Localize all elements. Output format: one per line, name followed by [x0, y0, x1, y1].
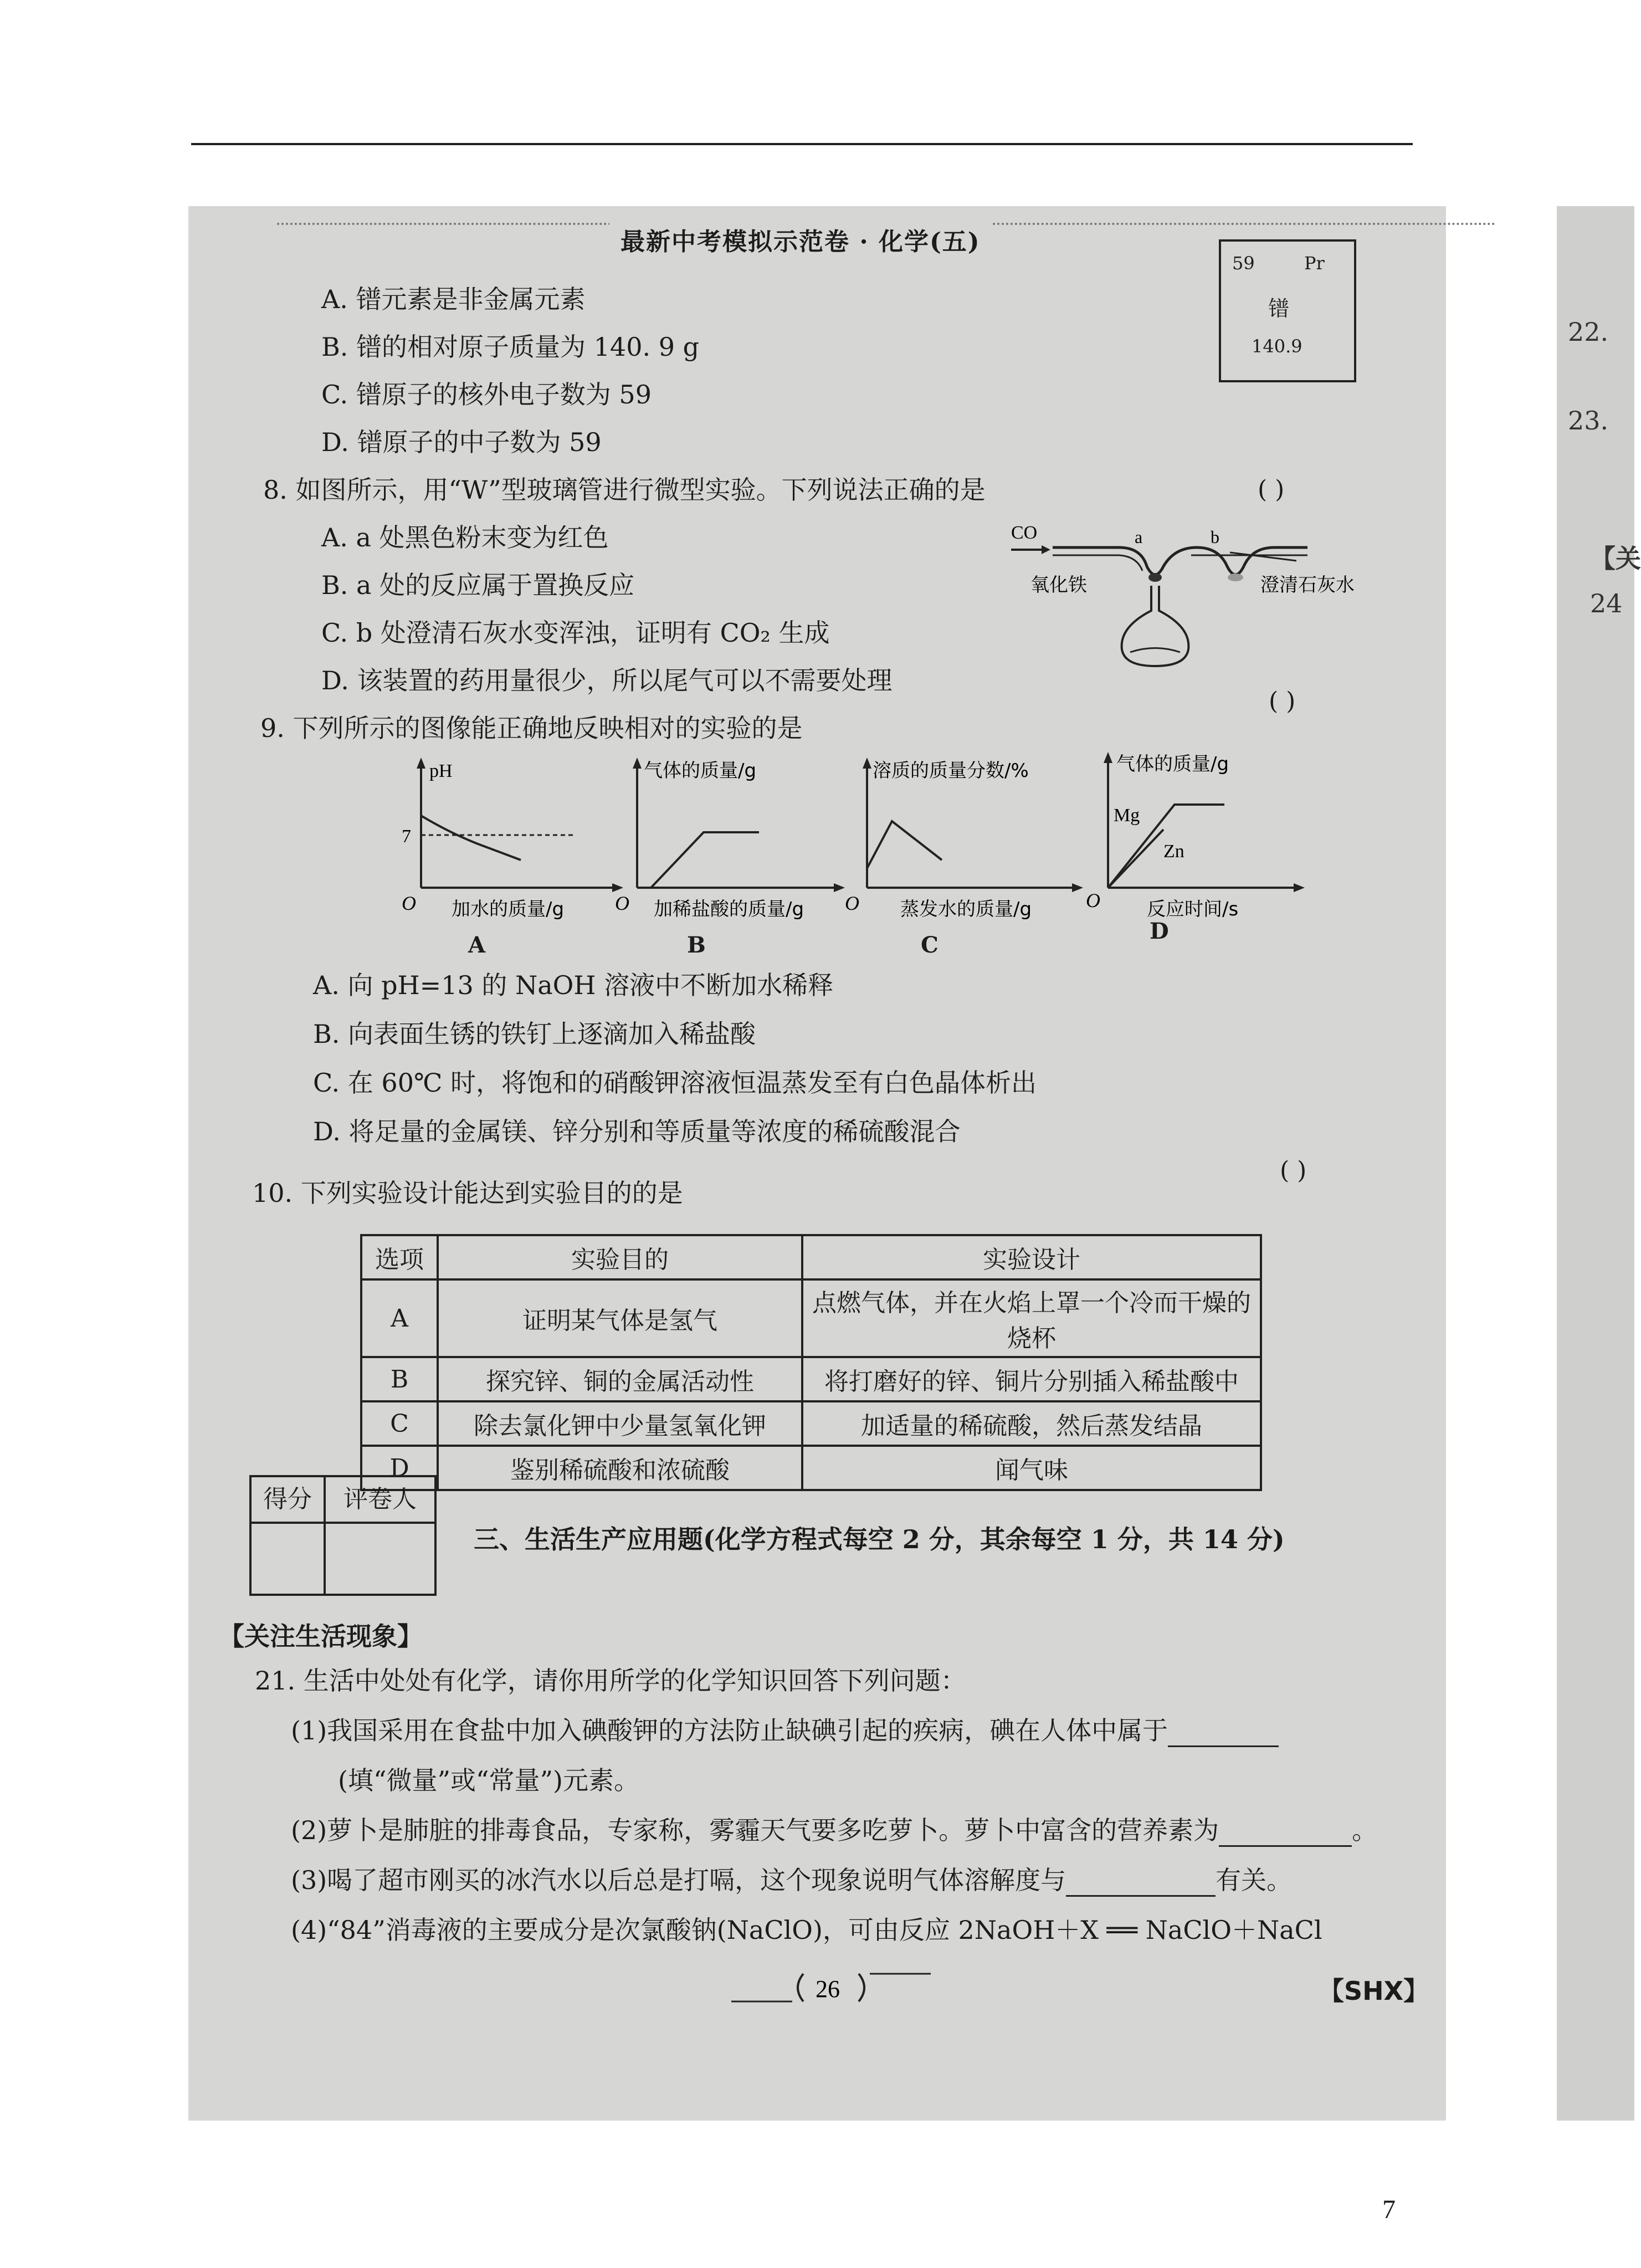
q21-part1-line1: [291, 1716, 1279, 1747]
q9-option-c: C. 在 60℃ 时，将饱和的硝酸钾溶液恒温蒸发至有白色晶体析出: [313, 1068, 1037, 1098]
score-box-divider: [324, 1524, 326, 1594]
footer-code: 【SHX】: [1319, 1976, 1429, 2006]
w-tube-diagram: [1008, 494, 1374, 672]
exam-page-number: 26: [816, 1975, 840, 2003]
table-cell: B: [361, 1357, 438, 1401]
q9-option-d: D. 将足量的金属镁、锌分别和等质量等浓度的稀硫酸混合: [313, 1117, 961, 1146]
focus-life-title: 【关注生活现象】: [219, 1621, 423, 1651]
q10-stem: 10. 下列实验设计能达到实验目的的是: [252, 1178, 683, 1208]
q21-part2: [291, 1816, 1377, 1847]
table-cell: 闻气味: [802, 1446, 1261, 1490]
q8-option-b: B. a 处的反应属于置换反应: [321, 570, 635, 600]
score-label: 得分: [252, 1477, 326, 1524]
q21-part3-end: 有关。: [1216, 1865, 1293, 1895]
table-cell: 鉴别稀硫酸和浓硫酸: [438, 1446, 802, 1490]
q21-part1-blank[interactable]: [1168, 1716, 1279, 1747]
atomic-mass: 140.9: [1252, 336, 1302, 357]
chart-a: [399, 749, 632, 932]
q21-part3-text: (3)喝了超市刚买的冰汽水以后总是打嗝，这个现象说明气体溶解度与: [291, 1865, 1066, 1895]
q21-part3: [291, 1866, 1292, 1897]
chart-d-xlabel: 反应时间/s: [1147, 898, 1239, 920]
chart-b-letter: B: [687, 932, 706, 958]
chart-d-series-mg: Mg: [1114, 805, 1140, 826]
q10-table: [360, 1234, 1262, 1491]
chart-a-letter: A: [468, 932, 486, 958]
grader-label: 评卷人: [326, 1477, 434, 1524]
table-cell: 点燃气体，并在火焰上罩一个冷而干燥的烧杯: [802, 1279, 1261, 1357]
q7-option-a: A. 镨元素是非金属元素: [321, 284, 586, 314]
margin-bracket: 【关: [1590, 544, 1641, 574]
element-symbol: Pr: [1304, 253, 1325, 274]
next-page-margin: [1557, 206, 1641, 2121]
table-row: [361, 1357, 1261, 1401]
q7-option-c: C. 镨原子的核外电子数为 59: [321, 380, 652, 409]
chart-c-xlabel: 蒸发水的质量/g: [900, 898, 1032, 920]
element-name: 镨: [1268, 296, 1290, 321]
chart-d-ylabel: 气体的质量/g: [1116, 753, 1229, 775]
atomic-number: 59: [1232, 253, 1255, 274]
section-3-title: 三、生活生产应用题(化学方程式每空 2 分，其余每空 1 分，共 14 分): [474, 1524, 1285, 1554]
chart-c-origin: O: [845, 892, 859, 914]
chart-d-series-zn: Zn: [1163, 841, 1184, 862]
table-cell: 加适量的稀硫酸，然后蒸发结晶: [802, 1401, 1261, 1446]
point-a-label: a: [1135, 527, 1143, 547]
exam-photo: [188, 206, 1641, 2121]
table-cell: 将打磨好的锌、铜片分别插入稀盐酸中: [802, 1357, 1261, 1401]
q21-part3-blank[interactable]: [1066, 1866, 1216, 1897]
q8-stem: 8. 如图所示，用“W”型玻璃管进行微型实验。下列说法正确的是: [263, 475, 986, 505]
document-page-number: 7: [1382, 2195, 1396, 2224]
chart-c-letter: C: [921, 932, 939, 958]
q8-answer-paren: ( ): [1258, 475, 1285, 504]
q21-part1-line2: (填“微量”或“常量”)元素。: [338, 1765, 639, 1795]
chart-d-origin: O: [1086, 889, 1100, 912]
chart-a-origin: O: [402, 892, 416, 914]
table-row: [361, 1279, 1261, 1357]
chart-d-letter: D: [1150, 918, 1169, 944]
point-b-label: b: [1211, 527, 1219, 547]
iron-oxide-label: 氧化铁: [1030, 574, 1087, 596]
table-header-row: [361, 1235, 1261, 1279]
q8-option-c: C. b 处澄清石灰水变浑浊，证明有 CO₂ 生成: [321, 618, 830, 648]
margin-q23: 23.: [1568, 406, 1609, 436]
page-number-ornament: [731, 1963, 931, 2018]
q21-part2-blank[interactable]: [1219, 1816, 1352, 1847]
element-card: [1219, 239, 1356, 382]
table-header-cell: 实验目的: [438, 1235, 802, 1279]
table-cell: A: [361, 1279, 438, 1357]
chart-a-ylabel: pH: [429, 761, 453, 781]
q8-option-d: D. 该装置的药用量很少，所以尾气可以不需要处理: [321, 665, 893, 695]
table-cell: 探究锌、铜的金属活动性: [438, 1357, 802, 1401]
margin-q22: 22.: [1568, 317, 1609, 347]
q21-part4: (4)“84”消毒液的主要成分是次氯酸钠(NaClO)，可由反应 2NaOH＋X ══ NaClO＋NaCl: [291, 1915, 1322, 1945]
q21-part1-text: (1)我国采用在食盐中加入碘酸钾的方法防止缺碘引起的疾病，碘在人体中属于: [291, 1716, 1168, 1745]
top-rule: [191, 143, 1413, 145]
limewater-label: 澄清石灰水: [1260, 574, 1355, 596]
table-cell: 除去氯化钾中少量氢氧化钾: [438, 1401, 802, 1446]
header-title: 最新中考模拟示范卷 · 化学(五): [609, 222, 992, 257]
q7-option-d: D. 镨原子的中子数为 59: [321, 427, 602, 457]
q21-part2-text: (2)萝卜是肺脏的排毒食品，专家称，雾霾天气要多吃萝卜。萝卜中富含的营养素为: [291, 1815, 1219, 1845]
q21-part2-end: 。: [1352, 1815, 1378, 1845]
q9-answer-paren: ( ): [1269, 687, 1296, 715]
table-row: [361, 1446, 1261, 1490]
chart-b-xlabel: 加稀盐酸的质量/g: [654, 898, 804, 920]
chart-c-ylabel: 溶质的质量分数/%: [873, 760, 1029, 782]
chart-a-xlabel: 加水的质量/g: [452, 898, 565, 920]
score-box: [249, 1475, 437, 1596]
table-cell: C: [361, 1401, 438, 1446]
table-cell: 证明某气体是氢气: [438, 1279, 802, 1357]
margin-q24: 24: [1590, 588, 1623, 618]
q9-stem: 9. 下列所示的图像能正确地反映相对的实验的是: [260, 713, 803, 743]
q10-answer-paren: ( ): [1280, 1156, 1307, 1185]
chart-b-ylabel: 气体的质量/g: [644, 760, 757, 782]
table-header-cell: 选项: [361, 1235, 438, 1279]
q8-option-a: A. a 处黑色粉末变为红色: [321, 523, 609, 552]
q9-option-a: A. 向 pH=13 的 NaOH 溶液中不断加水稀释: [313, 970, 834, 1000]
q21-stem: 21. 生活中处处有化学，请你用所学的化学知识回答下列问题：: [255, 1666, 966, 1696]
table-header-cell: 实验设计: [802, 1235, 1261, 1279]
chart-d: [1075, 738, 1319, 932]
table-cell: D: [361, 1446, 438, 1490]
chart-b: [609, 749, 859, 932]
table-row: [361, 1401, 1261, 1446]
q7-option-b: B. 镨的相对原子质量为 140. 9 g: [321, 332, 700, 362]
chart-c: [837, 749, 1097, 932]
chart-a-tick-7: 7: [402, 826, 411, 847]
q9-option-b: B. 向表面生锈的铁钉上逐滴加入稀盐酸: [313, 1019, 756, 1049]
chart-b-origin: O: [615, 892, 629, 914]
co-label: CO: [1011, 523, 1038, 543]
